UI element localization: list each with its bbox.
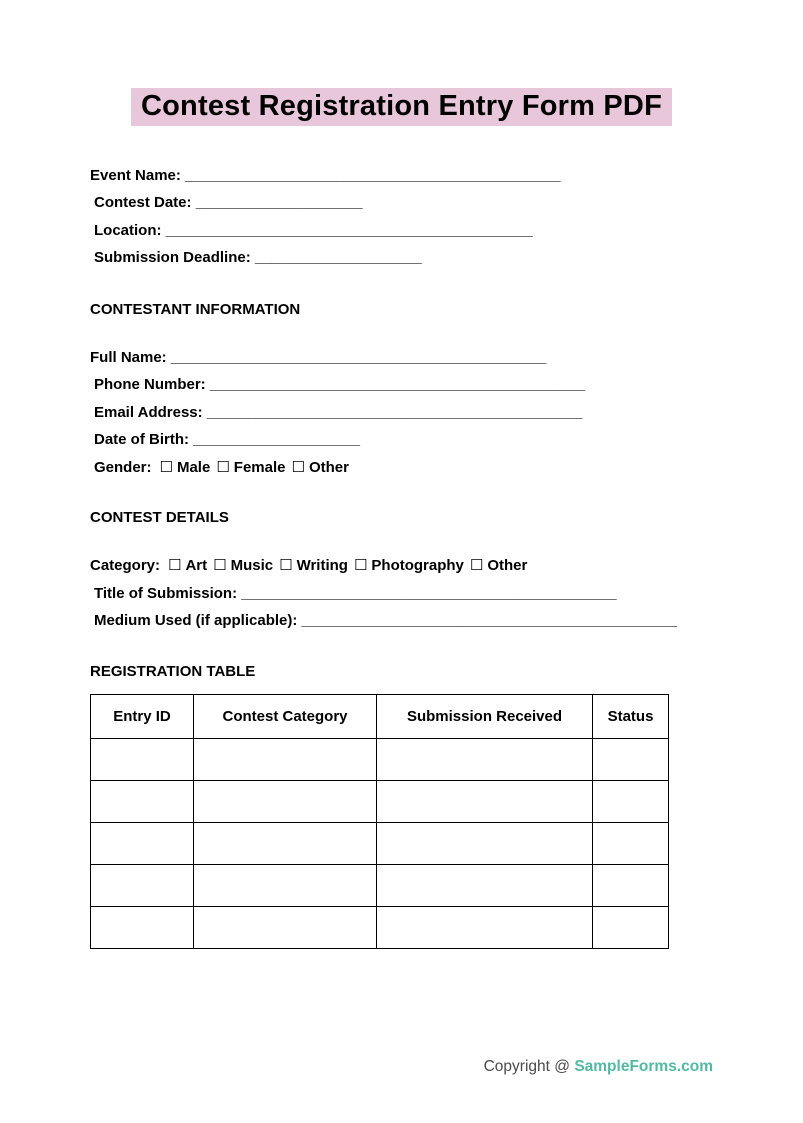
table-row — [91, 780, 669, 822]
cell-submission-received — [377, 780, 593, 822]
cell-contest-category — [194, 864, 377, 906]
cell-entry-id — [91, 864, 194, 906]
cell-status — [593, 738, 669, 780]
cell-submission-received — [377, 822, 593, 864]
blank-line: _____________________________________________ — [170, 348, 547, 366]
cell-contest-category — [194, 906, 377, 948]
table-header-row — [91, 694, 669, 738]
form-content — [0, 162, 803, 949]
checkbox-icon: ☐ — [168, 557, 182, 575]
field-label: Title of Submission: — [94, 584, 238, 602]
blank-line: ____________________ — [254, 249, 422, 267]
checkbox-icon: ☐ — [279, 557, 293, 575]
header-submission-received: Submission Received — [377, 694, 593, 738]
blank-line: ____________________________________________ — [165, 221, 533, 239]
header-status: Status — [593, 694, 669, 738]
blank-line: _____________________________________________ — [241, 584, 617, 602]
cell-entry-id — [91, 822, 194, 864]
contest-details-group — [90, 552, 803, 635]
field-label: Event Name: — [90, 166, 181, 184]
blank-line: _____________________________________________ — [209, 376, 586, 394]
header-entry-id: Entry ID — [91, 694, 194, 738]
checkbox-icon: ☐ — [353, 557, 368, 575]
cell-contest-category — [194, 738, 377, 780]
category-option-photography: Photography — [371, 557, 464, 575]
contestant-info-group — [90, 344, 803, 482]
table-row — [91, 864, 669, 906]
gender-option-female: Female — [233, 458, 286, 476]
table-row — [91, 822, 669, 864]
field-gender — [90, 454, 803, 482]
gender-option-male: Male — [176, 458, 211, 476]
field-label: Location: — [94, 221, 162, 239]
section-heading-registration-table: REGISTRATION TABLE — [90, 662, 256, 680]
section-heading-contest-details: CONTEST DETAILS — [90, 509, 229, 527]
sampleforms-link[interactable]: SampleForms.com — [574, 1058, 713, 1075]
event-info-group — [90, 162, 803, 272]
cell-entry-id — [91, 738, 194, 780]
page-title-text: Contest Registration Entry Form PDF — [131, 88, 672, 126]
cell-entry-id — [91, 780, 194, 822]
field-submission-deadline — [90, 244, 803, 272]
blank-line: ____________________ — [193, 431, 361, 449]
cell-submission-received — [377, 906, 593, 948]
field-contest-date — [90, 189, 803, 217]
field-medium-used — [90, 607, 803, 635]
table-row — [91, 906, 669, 948]
field-full-name — [90, 344, 803, 372]
field-title-of-submission — [90, 580, 803, 608]
field-label: Contest Date: — [94, 194, 192, 212]
field-label: Date of Birth: — [94, 431, 189, 449]
cell-status — [593, 780, 669, 822]
field-label: Submission Deadline: — [94, 249, 251, 267]
checkbox-icon: ☐ — [159, 458, 173, 476]
category-option-other: Other — [487, 557, 528, 575]
document-page — [0, 88, 803, 1123]
field-phone-number — [90, 371, 803, 399]
header-contest-category: Contest Category — [194, 694, 377, 738]
field-label: Full Name: — [90, 348, 167, 366]
checkbox-icon: ☐ — [216, 458, 230, 476]
cell-status — [593, 822, 669, 864]
page-title — [0, 88, 803, 126]
blank-line: _____________________________________________ — [206, 403, 583, 421]
blank-line: _____________________________________________ — [301, 612, 677, 630]
field-label: Category: — [90, 557, 161, 575]
field-date-of-birth — [90, 426, 803, 454]
cell-submission-received — [377, 738, 593, 780]
registration-table — [90, 694, 669, 949]
cell-status — [593, 864, 669, 906]
table-row — [91, 738, 669, 780]
field-label: Medium Used (if applicable): — [94, 612, 298, 630]
field-email-address — [90, 399, 803, 427]
field-label: Phone Number: — [94, 376, 206, 394]
cell-contest-category — [194, 822, 377, 864]
checkbox-icon: ☐ — [469, 557, 484, 575]
category-option-music: Music — [230, 557, 274, 575]
category-option-art: Art — [185, 557, 208, 575]
section-heading-contestant-information: CONTESTANT INFORMATION — [90, 300, 301, 318]
cell-entry-id — [91, 906, 194, 948]
checkbox-icon: ☐ — [291, 458, 305, 476]
checkbox-icon: ☐ — [213, 557, 227, 575]
cell-contest-category — [194, 780, 377, 822]
field-label: Email Address: — [94, 403, 203, 421]
gender-option-other: Other — [308, 458, 349, 476]
cell-submission-received — [377, 864, 593, 906]
field-event-name — [90, 162, 803, 190]
field-location — [90, 217, 803, 245]
copyright-text: Copyright @ — [483, 1058, 570, 1075]
field-label: Gender: — [94, 458, 152, 476]
blank-line: ____________________ — [195, 194, 363, 212]
category-option-writing: Writing — [296, 557, 348, 575]
blank-line: _____________________________________________ — [185, 166, 561, 184]
field-category — [90, 552, 803, 580]
footer — [484, 1058, 713, 1076]
cell-status — [593, 906, 669, 948]
